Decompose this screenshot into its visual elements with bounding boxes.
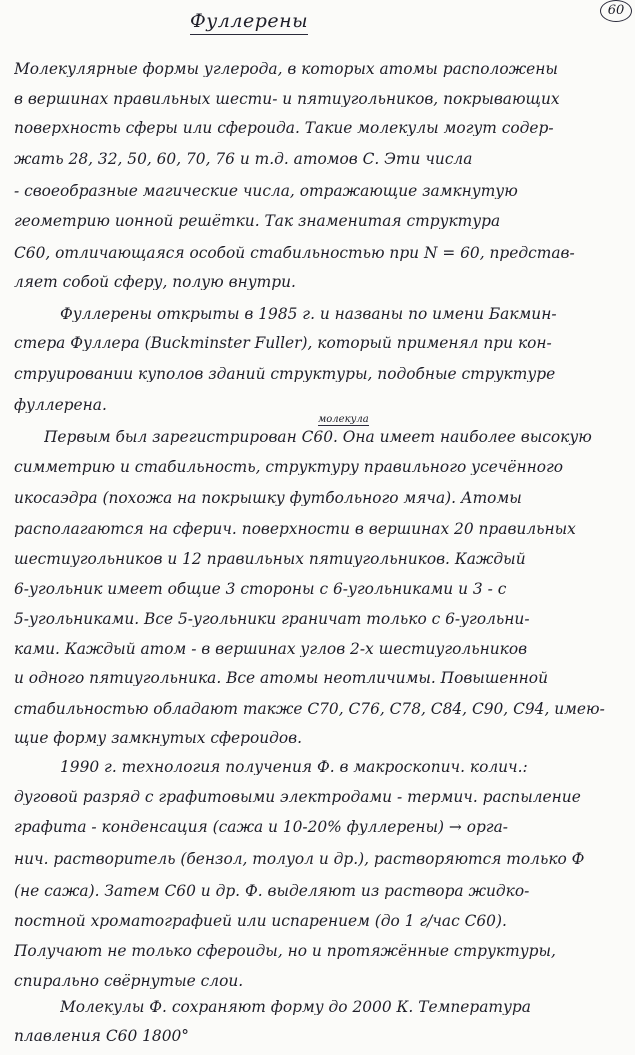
text-line: (не сажа). Затем С60 и др. Ф. выделяют из раствора жидко- (14, 884, 530, 900)
text-line: - своеобразные магические числа, отражающие замкнутую (14, 184, 518, 200)
text-line: поверхность сферы или сфероида. Такие молекулы могут содер- (14, 121, 554, 137)
text-line: в вершинах правильных шести- и пятиугольников, покрывающих (14, 92, 560, 108)
margin-insert-note: молекула (318, 414, 369, 425)
text-line: спирально свёрнутые слои. (14, 974, 244, 990)
text-line: шестиугольников и 12 правильных пятиугольников. Каждый (14, 552, 526, 568)
text-line: располагаются на сферич. поверхности в вершинах 20 правильных (14, 522, 576, 538)
text-line: ками. Каждый атом - в вершинах углов 2-х шестиугольников (14, 642, 528, 658)
text-line: Получают не только сфероиды, но и протяжённые структуры, (14, 944, 556, 960)
text-line: стера Фуллера (Buckminster Fuller), который применял при кон- (14, 336, 552, 352)
text-line: плавления С60 1800° (14, 1029, 190, 1045)
text-line: стабильностью обладают также С70, С76, С78, С84, С90, С94, имею- (14, 702, 605, 718)
text-line: и одного пятиугольника. Все атомы неотличимы. Повышенной (14, 671, 548, 687)
text-line: 1990 г. технология получения Ф. в макроскопич. колич.: (60, 760, 528, 776)
text-line: нич. растворитель (бензол, толуол и др.), растворяются только Ф (14, 852, 585, 868)
text-line: жать 28, 32, 50, 60, 70, 76 и т.д. атомов С. Эти числа (14, 152, 473, 168)
text-line: Первым был зарегистрирован С60. Она имеет наиболее высокую (44, 430, 592, 446)
text-line: Фуллерены открыты в 1985 г. и названы по имени Бакмин- (60, 307, 557, 323)
text-line: Молекулярные формы углерода, в которых атомы расположены (14, 62, 558, 78)
text-line: икосаэдра (похожа на покрышку футбольного мяча). Атомы (14, 491, 522, 507)
text-line: 5-угольниками. Все 5-угольники граничат только с 6-угольни- (14, 612, 530, 628)
text-line: С60, отличающаяся особой стабильностью при N = 60, представ- (14, 246, 575, 262)
text-line: симметрию и стабильность, структуру правильного усечённого (14, 460, 564, 476)
page-number: 60 (600, 0, 632, 22)
page-title: Фуллерены (190, 10, 308, 35)
text-line: Молекулы Ф. сохраняют форму до 2000 К. Температура (60, 1000, 531, 1016)
text-line: постной хроматографией или испарением (до 1 г/час С60). (14, 914, 507, 930)
text-line: струировании куполов зданий структуры, подобные структуре (14, 367, 556, 383)
text-line: геометрию ионной решётки. Так знаменитая структура (14, 214, 501, 230)
text-line: графита - конденсация (сажа и 10-20% фуллерены) → орга- (14, 820, 508, 836)
text-line: фуллерена. (14, 398, 107, 414)
text-line: щие форму замкнутых сфероидов. (14, 731, 303, 747)
text-line: 6-угольник имеет общие 3 стороны с 6-угольниками и 3 - с (14, 582, 507, 598)
text-line: дуговой разряд с графитовыми электродами - термич. распыление (14, 790, 581, 806)
text-line: ляет собой сферу, полую внутри. (14, 275, 296, 291)
